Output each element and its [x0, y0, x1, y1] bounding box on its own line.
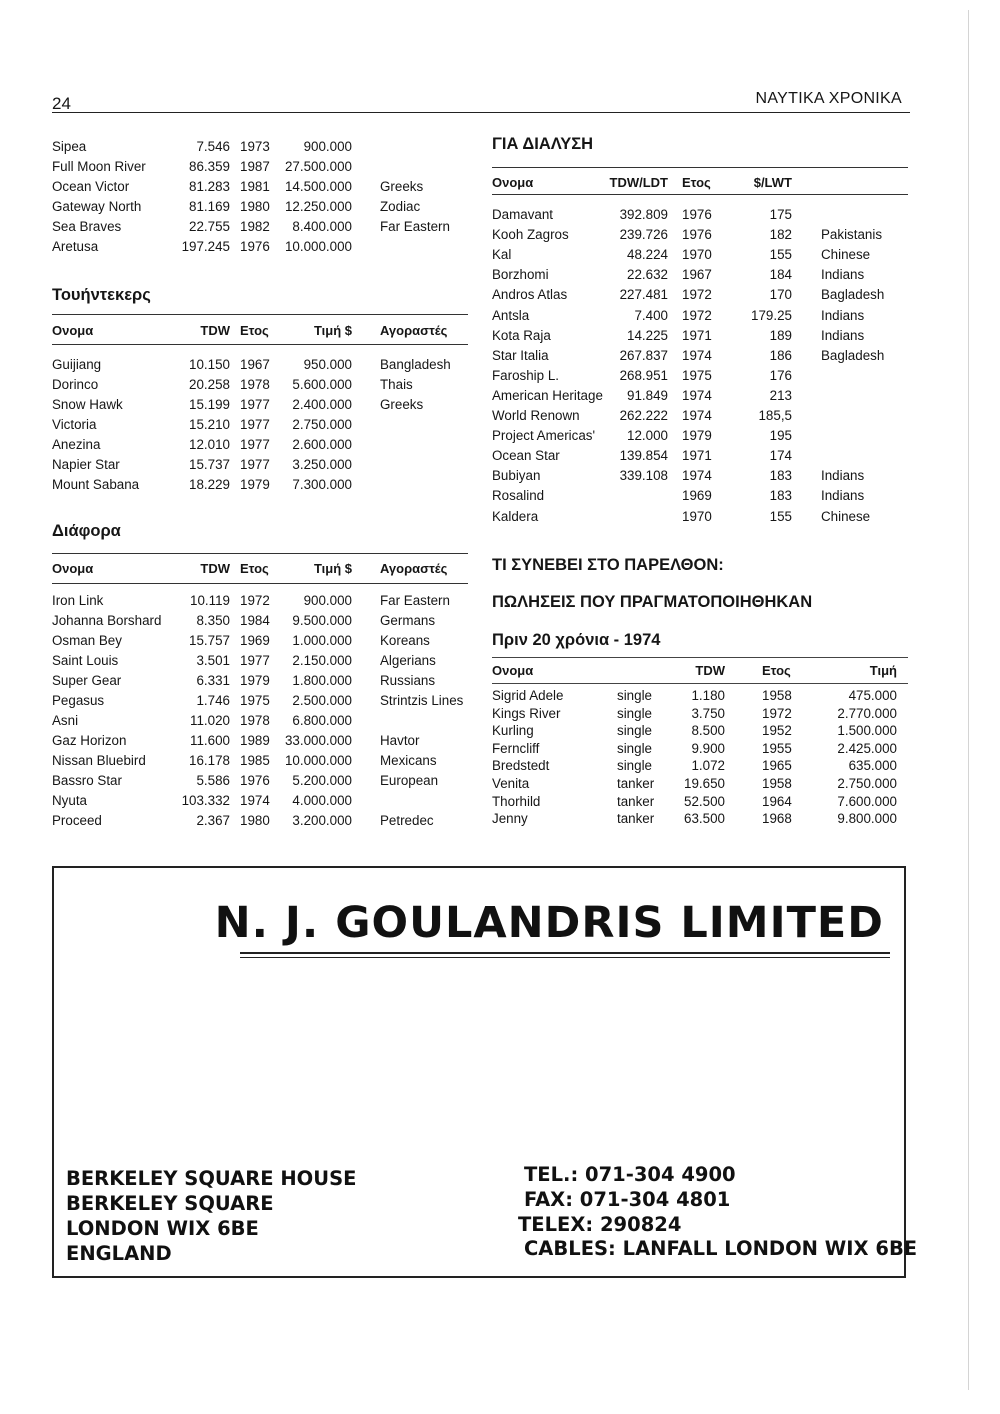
- cell-price: 9.500.000: [292, 613, 352, 628]
- cell-price: 2.750.000: [837, 776, 897, 791]
- cell-price: 1.000.000: [292, 633, 352, 648]
- cell-year: 1958: [762, 688, 792, 703]
- cell-price: 3.250.000: [292, 457, 352, 472]
- table-header: [0, 661, 1000, 681]
- cell-year: 1973: [240, 139, 270, 154]
- cell-buyer: Koreans: [380, 633, 430, 648]
- cell-year: 1971: [682, 327, 712, 343]
- cell-tdw: 227.481: [619, 287, 668, 303]
- cell-price: 2.600.000: [292, 437, 352, 452]
- past-subheading: ΠΩΛΗΣΕΙΣ ΠΟΥ ΠΡΑΓΜΑΤΟΠΟΙΗΘΗΚΑΝ: [492, 593, 813, 611]
- header-tdw: TDW/LDT: [609, 175, 668, 190]
- cell-tdw: 197.245: [181, 239, 230, 254]
- header-name: Ονομα: [52, 561, 94, 576]
- table-row: [0, 426, 1000, 446]
- header-year: Ετος: [240, 323, 269, 338]
- company-name: N. J. GOULANDRIS LIMITED: [214, 898, 884, 948]
- cell-type: tanker: [617, 793, 655, 809]
- cell-price: 27.500.000: [284, 159, 352, 174]
- header-price: Τιμή: [869, 663, 897, 678]
- cell-tdw: 10.119: [190, 593, 230, 608]
- cell-name: Antsla: [492, 307, 530, 323]
- header-price: Τιμή $: [313, 323, 352, 338]
- cell-tdw: 9.900: [691, 740, 725, 756]
- cell-buyer: Indians: [821, 488, 865, 504]
- cell-name: Iron Link: [52, 593, 104, 608]
- table-row: [0, 265, 1000, 285]
- cell-price: 10.000.000: [284, 239, 352, 254]
- cell-name: Kal: [492, 247, 512, 263]
- cell-name: Damavant: [492, 207, 554, 222]
- cell-buyer: Indians: [821, 327, 865, 343]
- cell-name: Osman Bey: [52, 633, 122, 648]
- cell-price: 175: [769, 207, 792, 222]
- cell-year: 1980: [240, 813, 270, 828]
- cell-name: Asni: [52, 713, 79, 728]
- header-price: $/LWT: [753, 175, 792, 190]
- cell-buyer: Chinese: [821, 508, 871, 524]
- scrap-rule-top: [492, 167, 908, 168]
- cell-name: Rosalind: [492, 488, 545, 504]
- header-tdw: TDW: [200, 561, 230, 576]
- cell-year: 1980: [240, 199, 270, 214]
- cell-tdw: 81.283: [189, 179, 230, 194]
- cell-name: Bredstedt: [492, 758, 550, 774]
- cell-name: Super Gear: [52, 673, 122, 688]
- cell-price: 184: [769, 267, 792, 283]
- cell-buyer: Indians: [821, 267, 865, 283]
- table-row: [0, 326, 1000, 346]
- header-buyer: Αγοραστές: [380, 561, 448, 576]
- cell-type: single: [617, 723, 652, 739]
- publication-title: ΝΑΥΤΙΚΑ ΧΡΟΝΙΚΑ: [755, 90, 902, 107]
- cell-price: 12.250.000: [284, 199, 352, 214]
- misc-title: Διάφορα: [52, 522, 121, 540]
- header-year: Ετος: [762, 663, 791, 678]
- cell-tdw: 239.726: [619, 227, 668, 243]
- header-name: Ονομα: [52, 323, 94, 338]
- cell-price: 950.000: [303, 357, 352, 372]
- table-row: [0, 466, 1000, 486]
- table-row: [0, 306, 1000, 326]
- cell-price: 186: [769, 347, 792, 363]
- address-line: ENGLAND: [66, 1242, 172, 1265]
- cell-year: 1974: [682, 408, 712, 423]
- cell-tdw: 139.854: [619, 448, 668, 464]
- cell-name: Kota Raja: [492, 327, 551, 343]
- header-year: Ετος: [682, 175, 711, 190]
- cell-name: World Renown: [492, 408, 580, 423]
- cell-name: Full Moon River: [52, 159, 146, 174]
- cell-buyer: Bangladesh: [380, 357, 451, 372]
- cell-buyer: Pakistanis: [821, 227, 883, 243]
- cell-price: 185,5: [758, 408, 792, 423]
- cell-tdw: 91.849: [627, 387, 668, 403]
- cell-name: Faroship L.: [492, 367, 559, 383]
- tel-line: TEL.: 071-304 4900: [524, 1163, 736, 1186]
- cell-name: Saint Louis: [52, 653, 119, 668]
- cell-price: 5.200.000: [292, 773, 352, 788]
- cell-tdw: 2.367: [196, 813, 230, 828]
- cell-name: Dorinco: [52, 377, 99, 392]
- cell-name: Ocean Star: [492, 448, 560, 464]
- cell-price: 7.300.000: [292, 477, 352, 492]
- cell-name: Victoria: [52, 417, 97, 432]
- cell-year: 1976: [240, 773, 270, 788]
- cell-price: 6.800.000: [292, 713, 352, 728]
- cell-name: Star Italia: [492, 347, 549, 363]
- cell-name: Nyuta: [52, 793, 87, 808]
- cell-year: 1987: [240, 159, 270, 174]
- cell-price: 900.000: [303, 593, 352, 608]
- cell-tdw: 12.010: [189, 437, 230, 452]
- cell-tdw: 3.750: [691, 705, 725, 721]
- cell-price: 900.000: [303, 139, 352, 154]
- fax-line: FAX: 071-304 4801: [524, 1188, 731, 1211]
- cell-year: 1970: [682, 508, 712, 524]
- cell-tdw: 1.746: [196, 693, 230, 708]
- cell-year: 1977: [240, 653, 270, 668]
- cell-year: 1976: [682, 207, 712, 222]
- cell-price: 635.000: [848, 758, 897, 774]
- past-rule-bottom: [492, 683, 908, 684]
- cell-buyer: European: [380, 773, 439, 788]
- cell-tdw: 10.150: [189, 357, 230, 372]
- cell-name: Aretusa: [52, 239, 99, 254]
- cell-year: 1964: [762, 793, 792, 809]
- cell-tdw: 63.500: [684, 811, 725, 827]
- cell-tdw: 103.332: [181, 793, 230, 808]
- cell-tdw: 268.951: [619, 367, 668, 383]
- cell-year: 1979: [682, 428, 712, 444]
- cell-price: 155: [769, 247, 792, 263]
- cell-buyer: Havtor: [380, 733, 420, 748]
- cell-tdw: 262.222: [619, 408, 668, 423]
- cell-buyer: Petredec: [380, 813, 434, 828]
- cell-year: 1972: [762, 705, 792, 721]
- table-row: [0, 346, 1000, 366]
- cell-tdw: 52.500: [684, 793, 725, 809]
- cell-price: 2.400.000: [292, 397, 352, 412]
- cell-name: Napier Star: [52, 457, 120, 472]
- header-tdw: TDW: [200, 323, 230, 338]
- past-year-title: Πριν 20 χρόνια - 1974: [492, 631, 661, 649]
- cell-name: American Heritage: [492, 387, 603, 403]
- cell-type: single: [617, 758, 652, 774]
- cell-year: 1979: [240, 673, 270, 688]
- cell-year: 1982: [240, 219, 270, 234]
- cell-tdw: 48.224: [627, 247, 668, 263]
- cell-price: 8.400.000: [292, 219, 352, 234]
- cell-year: 1979: [240, 477, 270, 492]
- cell-name: Gateway North: [52, 199, 142, 214]
- cell-year: 1968: [762, 811, 792, 827]
- cell-buyer: Bagladesh: [821, 347, 885, 363]
- cell-name: Bassro Star: [52, 773, 122, 788]
- cell-year: 1977: [240, 457, 270, 472]
- cell-name: Pegasus: [52, 693, 105, 708]
- cell-tdw: 15.757: [189, 633, 230, 648]
- cell-name: Kings River: [492, 705, 561, 721]
- cell-year: 1974: [682, 468, 712, 484]
- table-row: [0, 507, 1000, 527]
- table-row: [0, 611, 1000, 631]
- cell-year: 1976: [240, 239, 270, 254]
- cell-name: Anezina: [52, 437, 101, 452]
- misc-rule-bottom: [52, 583, 468, 584]
- cell-tdw: 18.229: [189, 477, 230, 492]
- cell-name: Snow Hawk: [52, 397, 123, 412]
- ad-rule: [240, 952, 890, 954]
- cell-buyer: Bagladesh: [821, 287, 885, 303]
- cell-price: 2.770.000: [837, 705, 897, 721]
- cell-name: Johanna Borshard: [52, 613, 162, 628]
- cell-year: 1976: [682, 227, 712, 243]
- cell-tdw: 11.600: [190, 733, 230, 748]
- cell-tdw: 15.199: [189, 397, 230, 412]
- table-row: [0, 446, 1000, 466]
- cell-price: 183: [769, 488, 792, 504]
- past-rule-top: [492, 657, 908, 658]
- cell-tdw: 267.837: [619, 347, 668, 363]
- cell-year: 1970: [682, 247, 712, 263]
- header-price: Τιμή $: [313, 561, 352, 576]
- cell-price: 7.600.000: [837, 793, 897, 809]
- cell-year: 1969: [240, 633, 270, 648]
- cell-tdw: 14.225: [627, 327, 668, 343]
- telex-line: TELEX: 290824: [518, 1213, 682, 1236]
- cell-year: 1969: [682, 488, 712, 504]
- cell-year: 1955: [762, 740, 792, 756]
- cables-line: CABLES: LANFALL LONDON WIX 6BE: [524, 1237, 918, 1260]
- cell-buyer: Strintzis Lines: [380, 693, 464, 708]
- cell-tdw: 8.500: [691, 723, 725, 739]
- scrap-rule-bottom: [492, 194, 908, 195]
- cell-tdw: 5.586: [196, 773, 230, 788]
- cell-name: Sipea: [52, 139, 87, 154]
- table-row: [0, 205, 1000, 225]
- cell-price: 4.000.000: [292, 793, 352, 808]
- cell-tdw: 19.650: [684, 776, 725, 791]
- cell-name: Sigrid Adele: [492, 688, 564, 703]
- header-buyer: Αγοραστές: [380, 323, 448, 338]
- cell-tdw: 392.809: [619, 207, 668, 222]
- scrap-title: ΓΙΑ ΔΙΑΛΥΣΗ: [492, 135, 594, 153]
- table-header: [0, 173, 1000, 193]
- cell-year: 1958: [762, 776, 792, 791]
- table-row: [0, 225, 1000, 245]
- cell-price: 213: [769, 387, 792, 403]
- cell-year: 1978: [240, 377, 270, 392]
- header-name: Ονομα: [492, 663, 534, 678]
- cell-price: 2.425.000: [837, 740, 897, 756]
- cell-year: 1972: [682, 287, 712, 303]
- cell-price: 189: [769, 327, 792, 343]
- past-heading: ΤΙ ΣΥΝΕΒΕΙ ΣΤΟ ΠΑΡΕΛΘΟΝ:: [492, 556, 724, 574]
- cell-tdw: 15.737: [189, 457, 230, 472]
- table-row: [0, 386, 1000, 406]
- cell-year: 1981: [240, 179, 270, 194]
- cell-year: 1974: [682, 347, 712, 363]
- cell-price: 195: [769, 428, 792, 444]
- table-row: [0, 245, 1000, 265]
- table-row: [0, 406, 1000, 426]
- cell-tdw: 11.020: [190, 713, 230, 728]
- cell-buyer: Indians: [821, 307, 865, 323]
- cell-name: Andros Atlas: [492, 287, 568, 303]
- cell-buyer: Russians: [380, 673, 436, 688]
- cell-tdw: 3.501: [196, 653, 230, 668]
- misc-rule-top: [52, 553, 468, 554]
- cell-buyer: Greeks: [380, 179, 424, 194]
- cell-price: 14.500.000: [284, 179, 352, 194]
- cell-year: 1974: [240, 793, 270, 808]
- cell-name: Kurling: [492, 723, 534, 739]
- cell-name: Proceed: [52, 813, 102, 828]
- cell-name: Nissan Bluebird: [52, 753, 146, 768]
- cell-name: Sea Braves: [52, 219, 122, 234]
- cell-name: Jenny: [492, 811, 528, 827]
- cell-type: tanker: [617, 811, 655, 827]
- cell-price: 155: [769, 508, 792, 524]
- cell-year: 1977: [240, 417, 270, 432]
- cell-name: Gaz Horizon: [52, 733, 127, 748]
- cell-buyer: Algerians: [380, 653, 436, 668]
- cell-year: 1972: [240, 593, 270, 608]
- cell-price: 170: [769, 287, 792, 303]
- cell-price: 475.000: [848, 688, 897, 703]
- cell-year: 1977: [240, 437, 270, 452]
- cell-name: Ferncliff: [492, 740, 540, 756]
- table-row: [0, 366, 1000, 386]
- cell-type: single: [617, 688, 652, 703]
- cell-year: 1967: [682, 267, 712, 283]
- cell-name: Borzhomi: [492, 267, 549, 283]
- cell-price: 5.600.000: [292, 377, 352, 392]
- cell-type: tanker: [617, 776, 655, 791]
- page-number: 24: [52, 94, 71, 113]
- cell-price: 1.500.000: [837, 723, 897, 739]
- cell-price: 183: [769, 468, 792, 484]
- cell-year: 1974: [682, 387, 712, 403]
- cell-tdw: 86.359: [189, 159, 230, 174]
- cell-name: Thorhild: [492, 793, 541, 809]
- cell-year: 1965: [762, 758, 792, 774]
- address-line: LONDON WIX 6BE: [66, 1217, 259, 1240]
- header-tdw: TDW: [695, 663, 725, 678]
- cell-name: Kooh Zagros: [492, 227, 569, 243]
- cell-buyer: Germans: [380, 613, 436, 628]
- cell-tdw: 22.632: [627, 267, 668, 283]
- cell-buyer: Far Eastern: [380, 593, 450, 608]
- cell-price: 174: [769, 448, 792, 464]
- cell-tdw: 8.350: [196, 613, 230, 628]
- cell-year: 1978: [240, 713, 270, 728]
- cell-type: single: [617, 705, 652, 721]
- header-rule: [52, 112, 910, 113]
- cell-year: 1975: [240, 693, 270, 708]
- cell-tdw: 6.331: [196, 673, 230, 688]
- cell-name: Kaldera: [492, 508, 539, 524]
- cell-tdw: 1.180: [691, 688, 725, 703]
- table-row: [0, 809, 1000, 829]
- cell-year: 1989: [240, 733, 270, 748]
- cell-buyer: Far Eastern: [380, 219, 450, 234]
- table-row: [0, 285, 1000, 305]
- cell-price: 176: [769, 367, 792, 383]
- cell-year: 1977: [240, 397, 270, 412]
- cell-name: Mount Sabana: [52, 477, 140, 492]
- cell-buyer: Thais: [380, 377, 413, 392]
- table-row: [0, 486, 1000, 506]
- cell-name: Guijiang: [52, 357, 102, 372]
- cell-tdw: 1.072: [691, 758, 725, 774]
- cell-tdw: 12.000: [627, 428, 668, 444]
- cell-name: Ocean Victor: [52, 179, 130, 194]
- cell-name: Project Americas': [492, 428, 596, 444]
- cell-tdw: 7.546: [196, 139, 230, 154]
- cell-tdw: 16.178: [189, 753, 230, 768]
- cell-year: 1985: [240, 753, 270, 768]
- cell-type: single: [617, 740, 652, 756]
- cell-year: 1972: [682, 307, 712, 323]
- cell-tdw: 7.400: [634, 307, 668, 323]
- header-name: Ονομα: [492, 175, 534, 190]
- cell-tdw: 15.210: [189, 417, 230, 432]
- cell-price: 1.800.000: [292, 673, 352, 688]
- cell-buyer: Mexicans: [380, 753, 437, 768]
- ad-rule: [240, 957, 890, 958]
- cell-buyer: Indians: [821, 468, 865, 484]
- cell-tdw: 20.258: [189, 377, 230, 392]
- address-line: BERKELEY SQUARE HOUSE: [66, 1167, 357, 1190]
- cell-price: 3.200.000: [292, 813, 352, 828]
- cell-tdw: 81.169: [189, 199, 230, 214]
- cell-name: Bubiyan: [492, 468, 541, 484]
- address-line: BERKELEY SQUARE: [66, 1192, 274, 1215]
- cell-year: 1952: [762, 723, 792, 739]
- cell-name: Venita: [492, 776, 530, 791]
- cell-buyer: Chinese: [821, 247, 871, 263]
- cell-buyer: Zodiac: [380, 199, 421, 214]
- cell-price: 182: [769, 227, 792, 243]
- cell-tdw: 339.108: [619, 468, 668, 484]
- cell-price: 2.500.000: [292, 693, 352, 708]
- cell-price: 9.800.000: [837, 811, 897, 827]
- cell-price: 2.150.000: [292, 653, 352, 668]
- goulandris-advertisement: [52, 866, 918, 1278]
- cell-buyer: Greeks: [380, 397, 424, 412]
- header-year: Ετος: [240, 561, 269, 576]
- cell-price: 10.000.000: [284, 753, 352, 768]
- cell-price: 179.25: [751, 307, 792, 323]
- cell-year: 1984: [240, 613, 270, 628]
- cell-price: 2.750.000: [292, 417, 352, 432]
- cell-price: 33.000.000: [284, 733, 352, 748]
- tankers-title: Τουήντεκερς: [52, 286, 151, 304]
- cell-year: 1971: [682, 448, 712, 464]
- cell-tdw: 22.755: [189, 219, 230, 234]
- cell-year: 1975: [682, 367, 712, 383]
- cell-year: 1967: [240, 357, 270, 372]
